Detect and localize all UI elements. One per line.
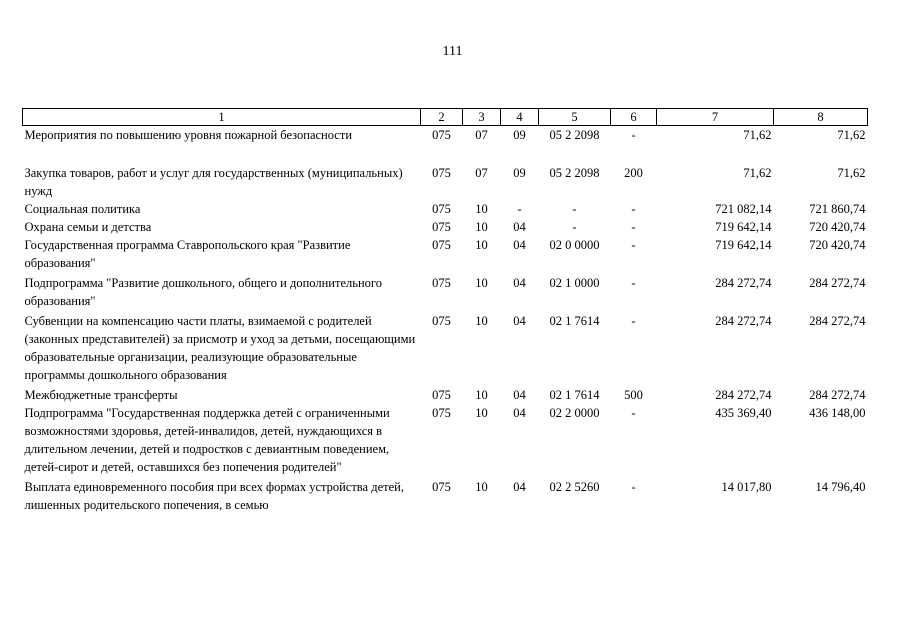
header-cell: 1 <box>23 109 421 126</box>
row-code-2: 075 <box>432 480 451 494</box>
row-code-4: 09 <box>513 128 526 142</box>
header-row <box>23 109 868 126</box>
row-amount-8: 720 420,74 <box>809 220 866 234</box>
row-code-6: - <box>631 406 636 420</box>
row-amount-7: 284 272,74 <box>715 314 772 328</box>
row-code-2: 075 <box>432 276 451 290</box>
row-description: Межбюджетные трансферты <box>24 388 178 402</box>
row-amount-7: 71,62 <box>743 128 772 142</box>
header-cell: 5 <box>539 109 611 126</box>
row-code-6: 500 <box>624 388 643 402</box>
row-code-6: - <box>631 128 636 142</box>
row-code-3: 10 <box>475 480 488 494</box>
row-description: Мероприятия по повышению уровня пожарной безопасности <box>24 128 353 142</box>
row-amount-8: 721 860,74 <box>809 202 866 216</box>
page-number: 111 <box>442 44 463 59</box>
row-code-3: 07 <box>475 128 488 142</box>
row-code-3: 07 <box>475 166 488 180</box>
row-code-6: - <box>631 314 636 328</box>
row-amount-7: 284 272,74 <box>715 388 772 402</box>
row-code-6: 200 <box>624 166 643 180</box>
row-amount-8: 14 796,40 <box>815 480 866 494</box>
budget-table <box>22 108 868 514</box>
row-amount-8: 284 272,74 <box>809 276 866 290</box>
row-code-5: 02 2 0000 <box>549 406 600 420</box>
row-code-6: - <box>631 202 636 216</box>
row-amount-7: 721 082,14 <box>715 202 772 216</box>
row-code-2: 075 <box>432 314 451 328</box>
header-cell: 4 <box>501 109 539 126</box>
row-code-3: 10 <box>475 388 488 402</box>
row-code-5: - <box>572 202 577 216</box>
header-cell: 6 <box>611 109 657 126</box>
row-code-3: 10 <box>475 406 488 420</box>
row-code-2: 075 <box>432 166 451 180</box>
row-code-6: - <box>631 276 636 290</box>
row-code-6: - <box>631 238 636 252</box>
table-row <box>23 236 868 274</box>
header-cell: 8 <box>774 109 868 126</box>
row-amount-7: 435 369,40 <box>715 406 772 420</box>
row-amount-8: 71,62 <box>837 128 866 142</box>
row-code-5: 02 1 0000 <box>549 276 600 290</box>
row-code-2: 075 <box>432 202 451 216</box>
spacer-cell <box>23 144 868 164</box>
row-code-4: - <box>517 202 522 216</box>
row-amount-7: 71,62 <box>743 166 772 180</box>
row-amount-7: 284 272,74 <box>715 276 772 290</box>
row-code-4: 04 <box>513 388 526 402</box>
header-cell: 3 <box>463 109 501 126</box>
row-code-4: 04 <box>513 480 526 494</box>
row-description: Подпрограмма "Развитие дошкольного, общего и дополнительного образования" <box>24 276 382 308</box>
table-row <box>23 312 868 386</box>
row-amount-8: 284 272,74 <box>809 314 866 328</box>
row-code-3: 10 <box>475 238 488 252</box>
row-amount-8: 720 420,74 <box>809 238 866 252</box>
row-code-3: 10 <box>475 220 488 234</box>
row-code-4: 09 <box>513 166 526 180</box>
row-amount-8: 284 272,74 <box>809 388 866 402</box>
table-row <box>23 164 868 200</box>
table-row <box>23 126 868 145</box>
row-amount-7: 719 642,14 <box>715 238 772 252</box>
row-code-3: 10 <box>475 314 488 328</box>
row-code-2: 075 <box>432 220 451 234</box>
header-cell: 2 <box>421 109 463 126</box>
row-description: Охрана семьи и детства <box>24 220 152 234</box>
row-amount-7: 14 017,80 <box>721 480 772 494</box>
row-code-2: 075 <box>432 406 451 420</box>
table-row <box>23 200 868 218</box>
row-code-5: 05 2 2098 <box>549 128 600 142</box>
row-code-4: 04 <box>513 276 526 290</box>
table-row <box>23 274 868 312</box>
row-code-3: 10 <box>475 276 488 290</box>
row-code-6: - <box>631 220 636 234</box>
row-code-5: 02 1 7614 <box>549 388 600 402</box>
table-row <box>23 386 868 404</box>
row-description: Подпрограмма "Государственная поддержка детей с ограниченными возможностями здоровья, детей-инвалидов, детей, нуждающихся в длительном лечении, детей и подростков с девиантным поведением, детей-сирот и детей, оставшихся без попечения родителей" <box>24 406 390 474</box>
row-code-5: 02 2 5260 <box>549 480 600 494</box>
row-code-5: 05 2 2098 <box>549 166 600 180</box>
row-description: Субвенции на компенсацию части платы, взимаемой с родителей (законных представителей) за присмотр и уход за детьми, посещающими образовательные организации, реализующие образовательные программы дошкольного образования <box>24 314 416 382</box>
row-code-5: - <box>572 220 577 234</box>
row-code-4: 04 <box>513 220 526 234</box>
row-code-4: 04 <box>513 238 526 252</box>
row-code-2: 075 <box>432 128 451 142</box>
row-amount-8: 436 148,00 <box>809 406 866 420</box>
row-description: Государственная программа Ставропольского края "Развитие образования" <box>24 238 351 270</box>
row-amount-7: 719 642,14 <box>715 220 772 234</box>
row-code-2: 075 <box>432 388 451 402</box>
row-code-3: 10 <box>475 202 488 216</box>
row-code-6: - <box>631 480 636 494</box>
row-description: Закупка товаров, работ и услуг для государственных (муниципальных) нужд <box>24 166 403 198</box>
row-description: Выплата единовременного пособия при всех формах устройства детей, лишенных родительского попечения, в семью <box>24 480 404 512</box>
table-row <box>23 478 868 514</box>
spacer-row <box>23 144 868 164</box>
row-amount-8: 71,62 <box>837 166 866 180</box>
table-row <box>23 404 868 478</box>
row-code-4: 04 <box>513 314 526 328</box>
row-code-4: 04 <box>513 406 526 420</box>
row-code-2: 075 <box>432 238 451 252</box>
row-description: Социальная политика <box>24 202 141 216</box>
header-cell: 7 <box>657 109 774 126</box>
row-code-5: 02 0 0000 <box>549 238 600 252</box>
row-code-5: 02 1 7614 <box>549 314 600 328</box>
table-row <box>23 218 868 236</box>
